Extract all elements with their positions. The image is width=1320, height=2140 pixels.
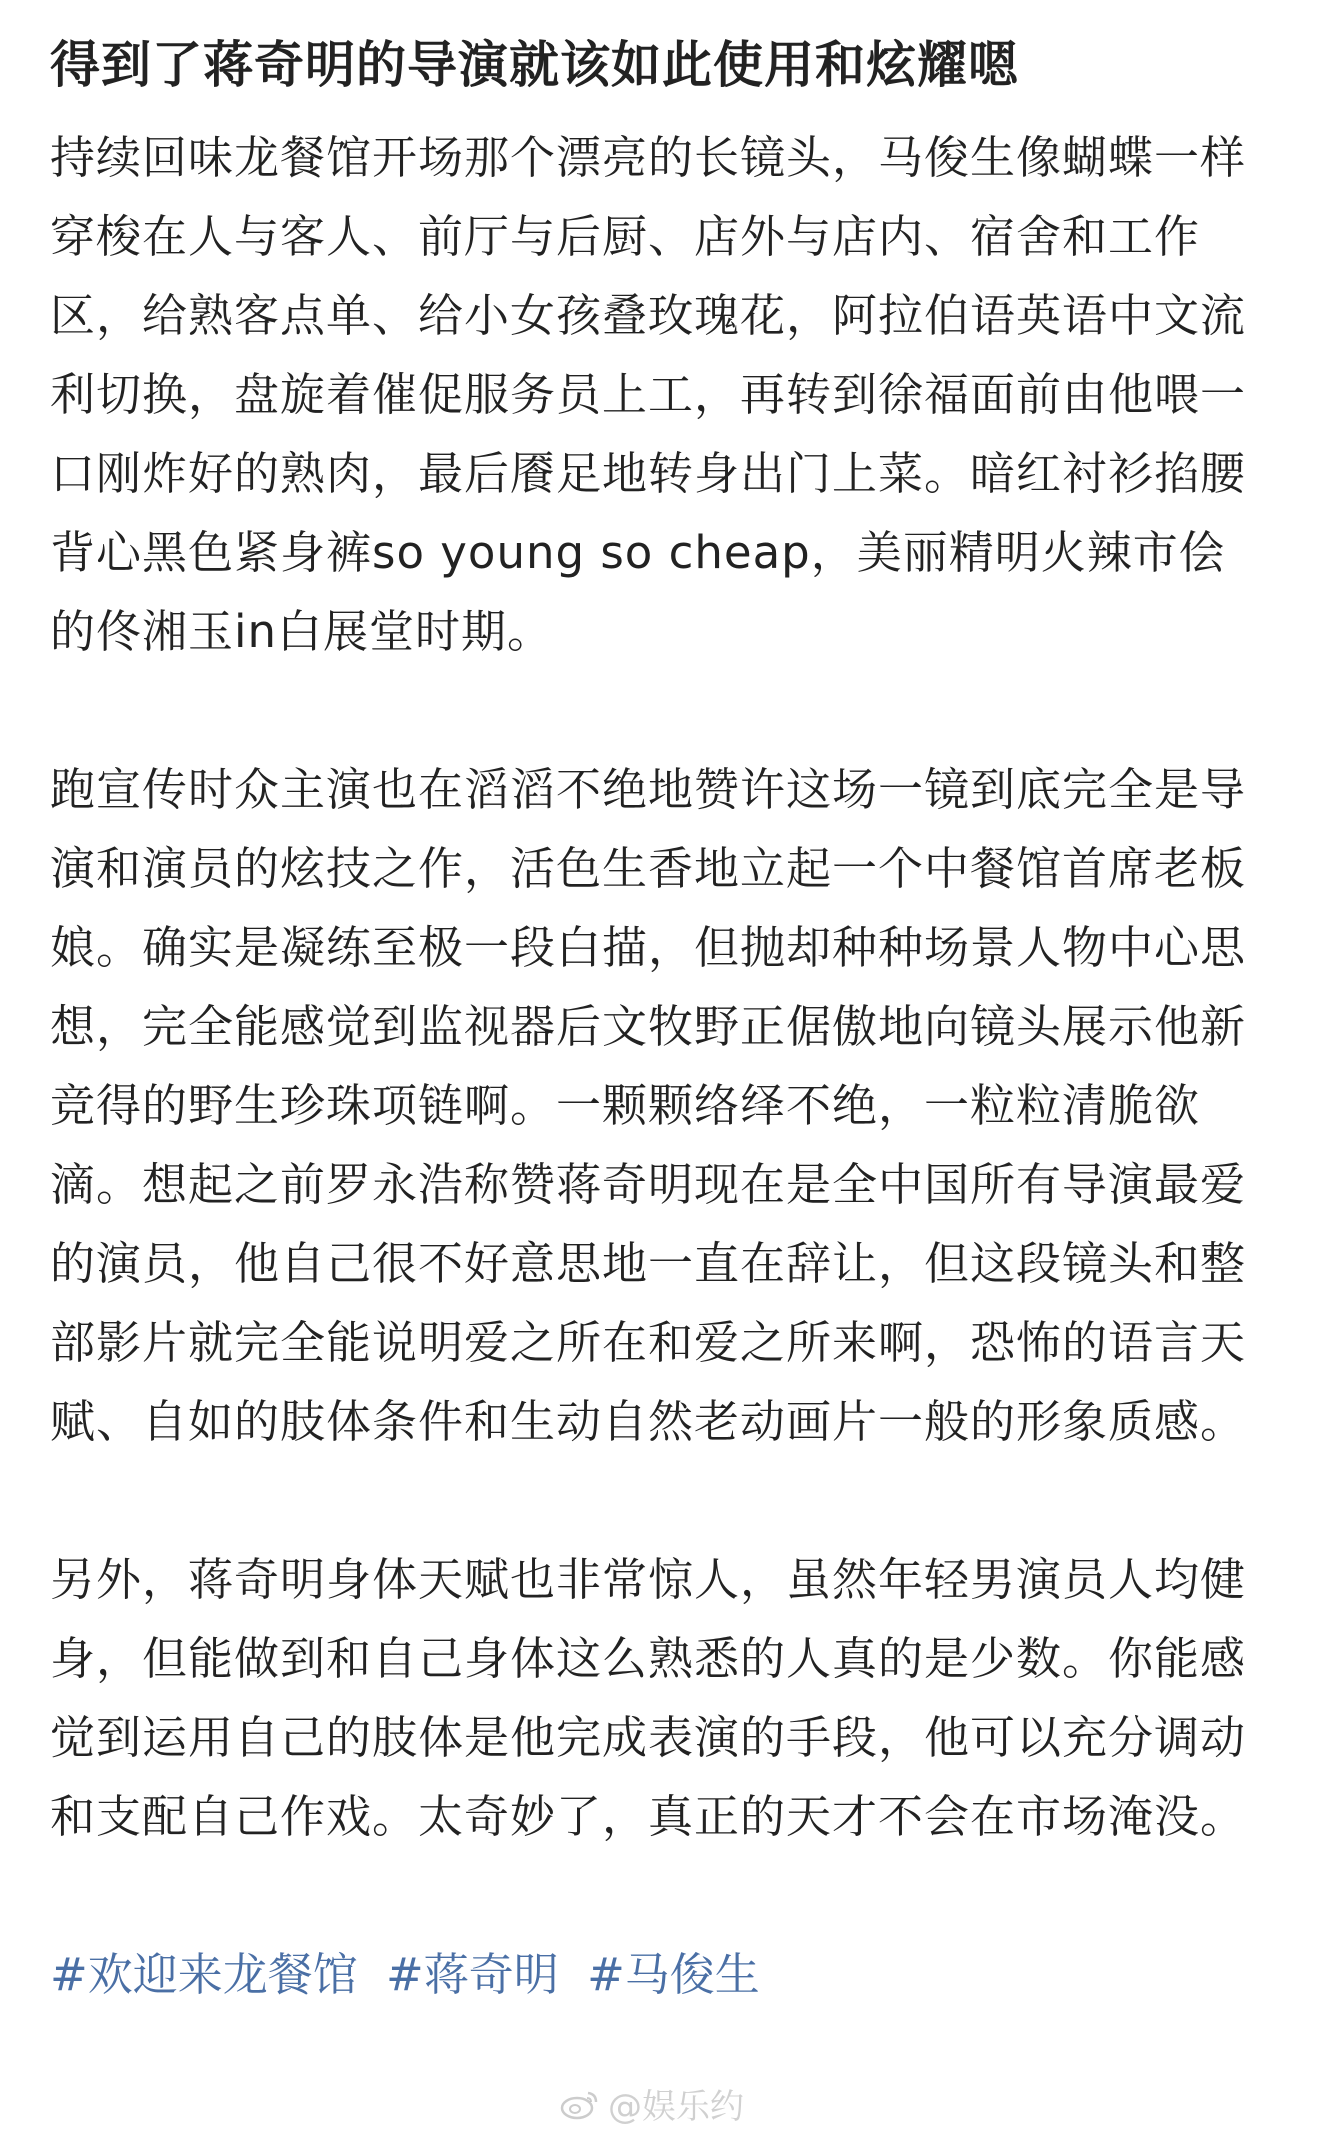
post-paragraph-2: 跑宣传时众主演也在滔滔不绝地赞许这场一镜到底完全是导演和演员的炫技之作，活色生香地立起一个中餐馆首席老板娘。确实是凝练至极一段白描，但抛却种种场景人物中心思想，完全能感觉到监视器后文牧野正倨傲地向镜头展示他新竞得的野生珍珠项链啊。一颗颗络绎不绝，一粒粒清脆欲滴。想起之前罗永浩称赞蒋奇明现在是全中国所有导演最爱的演员，他自己很不好意思地一直在辞让，但这段镜头和整部影片就完全能说明爱之所在和爱之所来啊，恐怖的语言天赋、自如的肢体条件和生动自然老动画片一般的形象质感。 [50,763,1247,1448]
post-paragraph-1: 持续回味龙餐馆开场那个漂亮的长镜头，马俊生像蝴蝶一样穿梭在人与客人、前厅与后厨、店外与店内、宿舍和工作区，给熟客点单、给小女孩叠玫瑰花，阿拉伯语英语中文流利切换，盘旋着催促服务员上工，再转到徐福面前由他喂一口刚炸好的熟肉，最后餍足地转身出门上菜。暗红衬衫掐腰背心黑色紧身裤so young so cheap，美丽精明火辣市侩的佟湘玉in白展堂时期。 [50,131,1247,658]
watermark-text: @娱乐约 [608,2087,744,2127]
hashtag-link[interactable]: #马俊生 [587,1948,760,2001]
weibo-logo-icon [560,2087,600,2121]
watermark [560,2079,744,2128]
hashtag-link[interactable]: #欢迎来龙餐馆 [50,1948,358,2001]
hashtag-link[interactable]: #蒋奇明 [386,1948,559,2001]
hashtag-row [50,1935,1270,2014]
post-title: 得到了蒋奇明的导演就该如此使用和炫耀嗯 [50,36,1019,94]
post-paragraph-3: 另外，蒋奇明身体天赋也非常惊人，虽然年轻男演员人均健身，但能做到和自己身体这么熟悉的人真的是少数。你能感觉到运用自己的肢体是他完成表演的手段，他可以充分调动和支配自己作戏。太奇妙了，真正的天才不会在市场淹没。 [50,1553,1247,1843]
post-container [50,34,1270,2014]
